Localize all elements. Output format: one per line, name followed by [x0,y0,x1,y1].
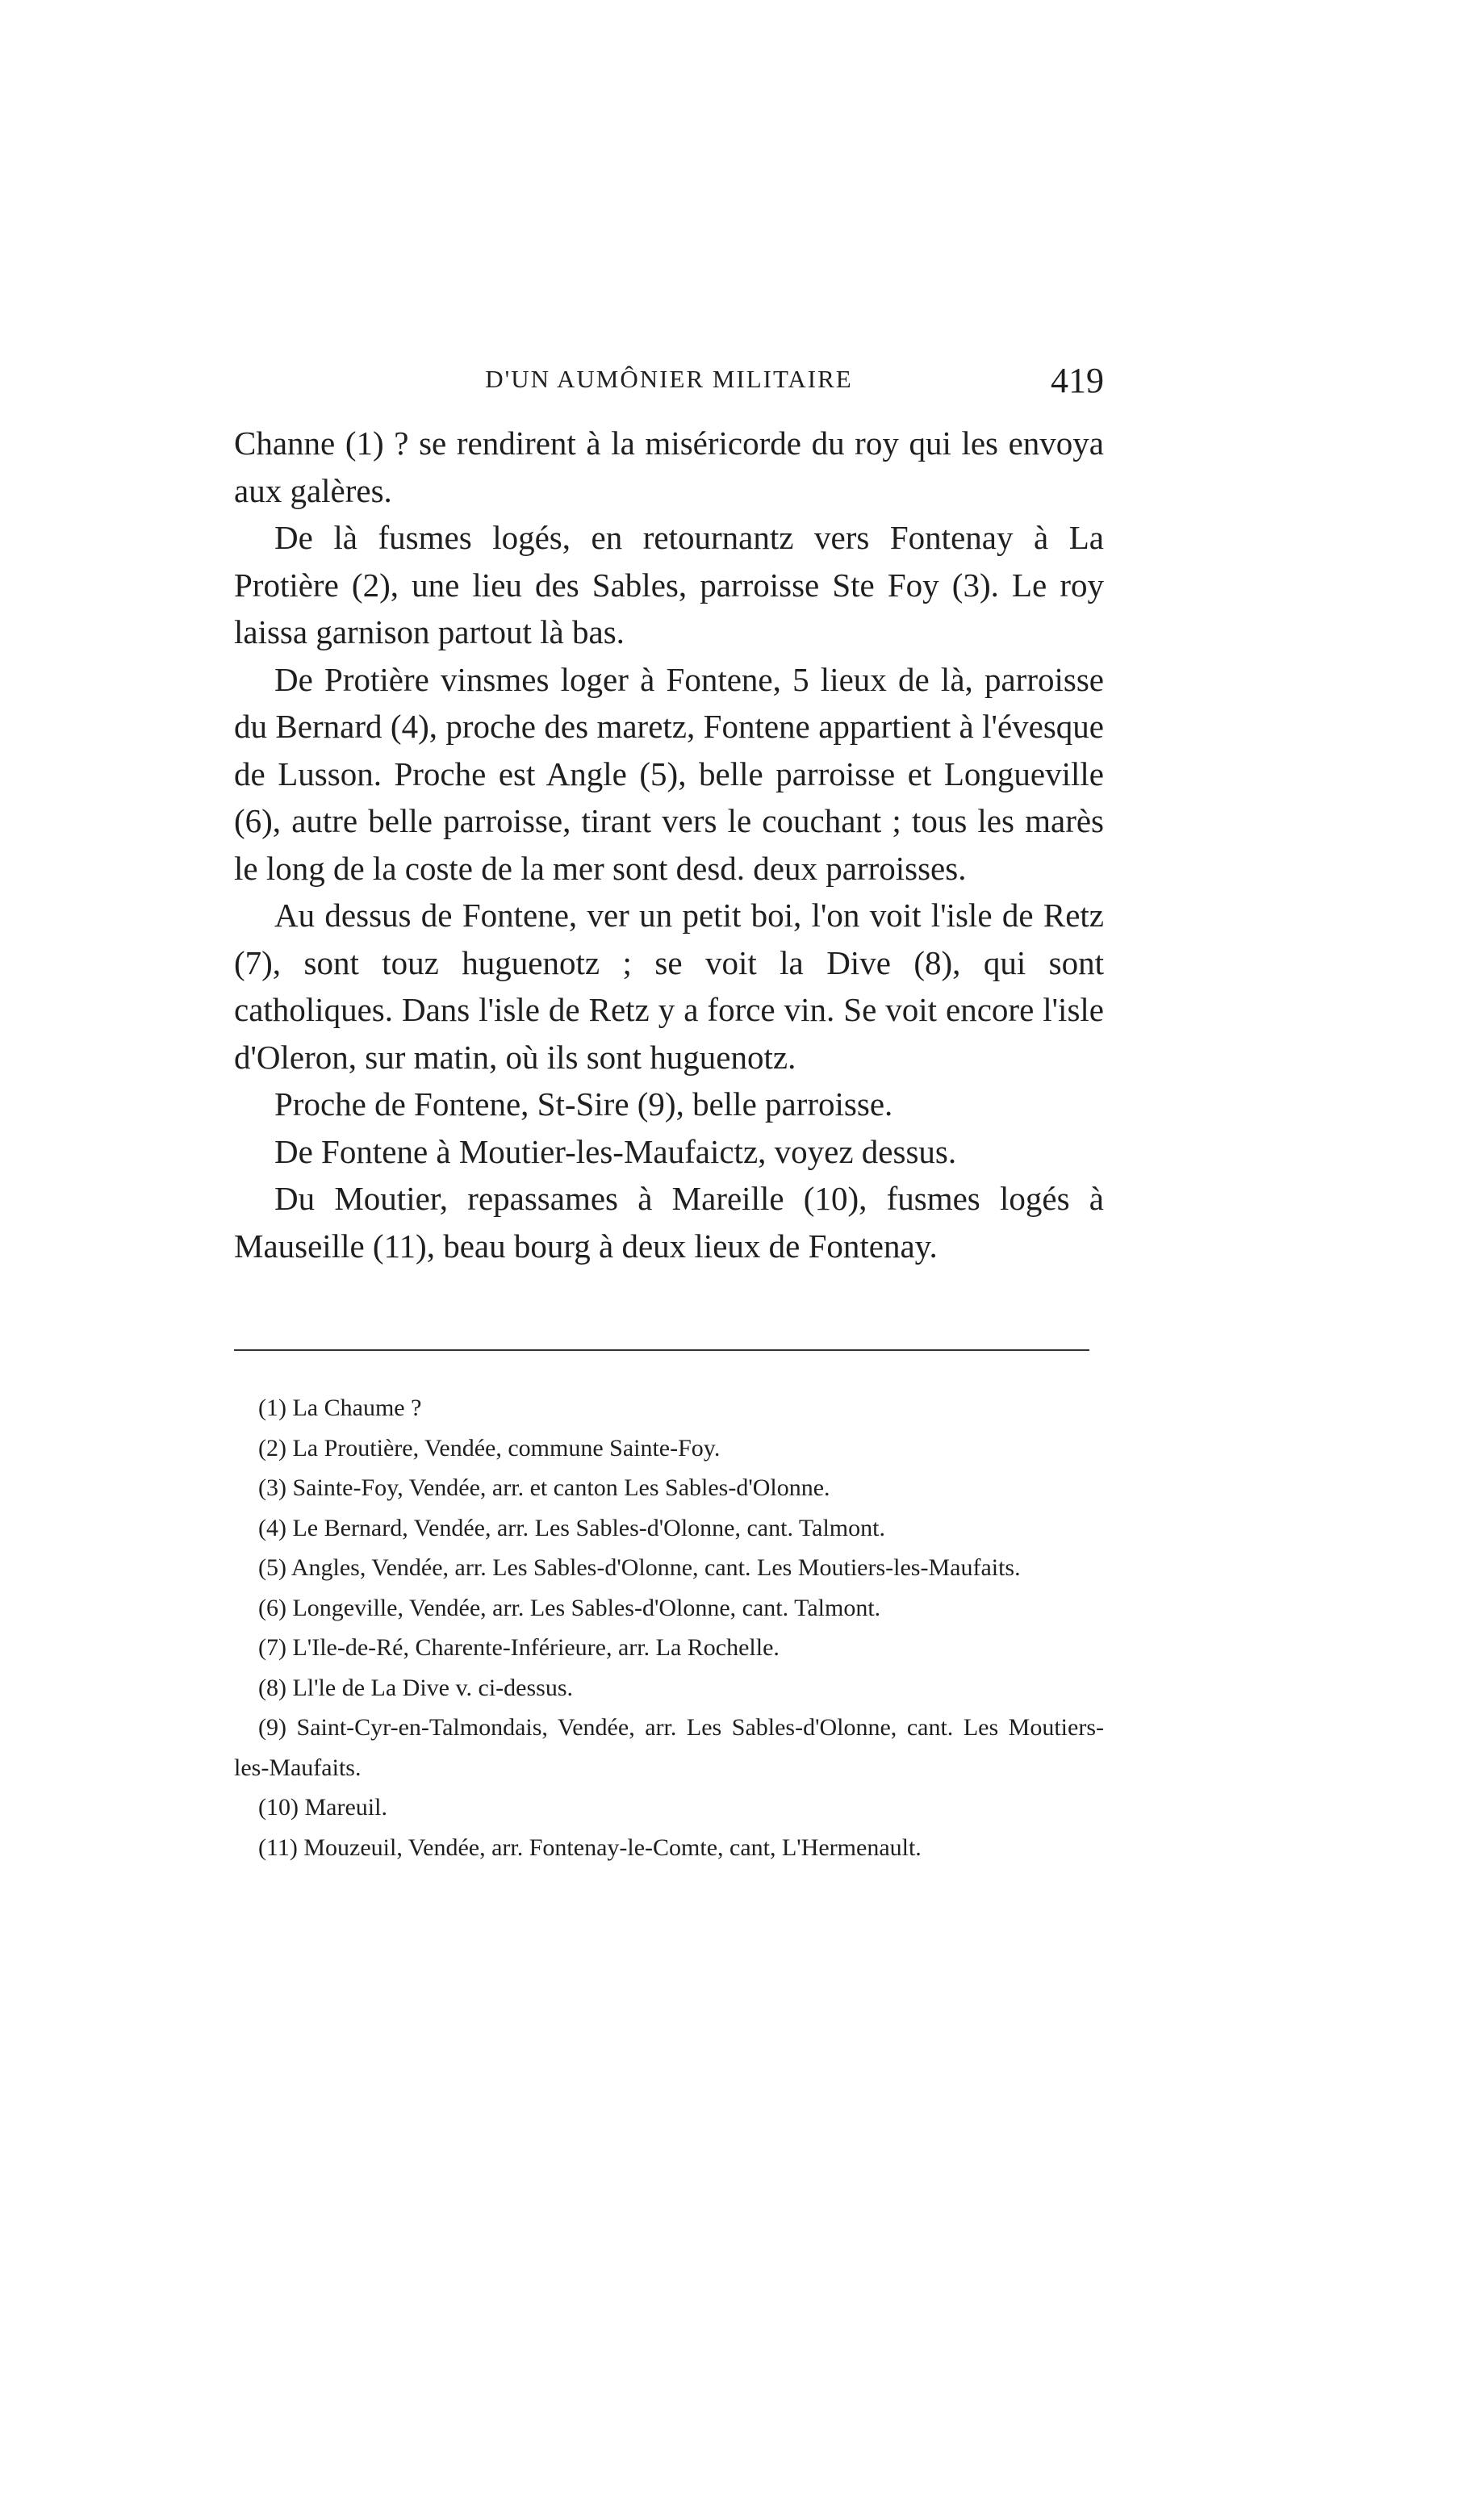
footnotes [234,1388,1104,1867]
paragraph: De là fusmes logés, en retournantz vers Fontenay à La Protière (2), une lieu des Sables, parroisse Ste Foy (3). Le roy laissa garnison partout là bas. [234,519,1104,650]
footnote: (4) Le Bernard, Vendée, arr. Les Sables-d'Olonne, cant. Talmont. [258,1514,885,1541]
footnote: (10) Mareuil. [258,1794,387,1821]
paragraph: Proche de Fontene, St-Sire (9), belle parroisse. [274,1085,893,1123]
paragraph: De Protière vinsmes loger à Fontene, 5 lieux de là, parroisse du Bernard (4), proche des maretz, Fontene appartient à l'évesque de Lusson. Proche est Angle (5), belle parroisse et Longueville (6), autre belle parroisse, tirant vers le couchant ; tous les marès le long de la coste de la mer sont desd. deux parroisses. [234,660,1104,887]
footnote: (5) Angles, Vendée, arr. Les Sables-d'Olonne, cant. Les Moutiers-les-Maufaits. [258,1554,1021,1581]
page-number: 419 [1051,361,1104,400]
page-header [234,360,1104,408]
footnote: (3) Sainte-Foy, Vendée, arr. et canton Les Sables-d'Olonne. [258,1474,830,1501]
footnote: (7) L'Ile-de-Ré, Charente-Inférieure, arr. La Rochelle. [258,1634,780,1661]
paragraph: Channe (1) ? se rendirent à la miséricorde du roy qui les envoya aux galères. [234,424,1104,509]
running-title: D'UN AUMÔNIER MILITAIRE [485,365,853,393]
footnote: (6) Longeville, Vendée, arr. Les Sables-d'Olonne, cant. Talmont. [258,1594,881,1621]
footnote: (9) Saint-Cyr-en-Talmondais, Vendée, arr. Les Sables-d'Olonne, cant. Les Moutiers-les-Maufaits. [234,1714,1104,1781]
footnote: (8) Ll'le de La Dive v. ci-dessus. [258,1674,573,1701]
paragraph: Au dessus de Fontene, ver un petit boi, l'on voit l'isle de Retz (7), sont touz huguenotz ; se voit la Dive (8), qui sont catholiques. Dans l'isle de Retz y a force vin. Se voit encore l'isle d'Oleron, sur matin, où ils sont huguenotz. [234,897,1104,1076]
paragraph: De Fontene à Moutier-les-Maufaictz, voyez dessus. [274,1132,957,1170]
footnote: (1) La Chaume ? [258,1394,422,1421]
footnote-divider [234,1349,1089,1351]
footnote: (2) La Proutière, Vendée, commune Sainte-Foy. [258,1434,721,1461]
paragraph: Du Moutier, repassames à Mareille (10), fusmes logés à Mauseille (11), beau bourg à deux lieux de Fontenay. [234,1180,1104,1265]
footnote: (11) Mouzeuil, Vendée, arr. Fontenay-le-Comte, cant, L'Hermenault. [258,1834,922,1861]
main-text [234,420,1104,1269]
